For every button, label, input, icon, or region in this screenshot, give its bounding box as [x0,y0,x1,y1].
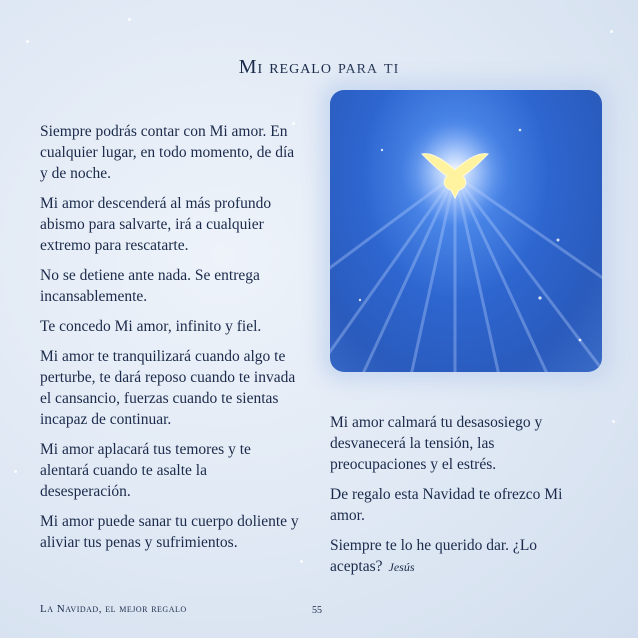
paragraph: Mi amor descenderá al más profundo abismo para salvarte, irá a cualquier extremo para rescatarte. [40,195,272,254]
paragraph: Mi amor aplacará tus temores y te alentará cuando te asalte la desesperación. [40,441,251,500]
paragraph: Mi amor puede sanar tu cuerpo doliente y aliviar tus penas y sufrimientos. [40,513,299,551]
paragraph-text: Siempre te lo he querido dar. ¿Lo aceptas? [330,537,538,575]
light-rays-graphic [330,90,602,372]
paragraph: De regalo esta Navidad te ofrezco Mi amor. [330,486,563,524]
page-number: 55 [312,605,322,616]
background-star [14,470,17,473]
signature: Jesús [388,560,415,574]
left-column [40,121,300,562]
page-title: Mi regalo para ti [238,56,400,78]
paragraph: Mi amor calmará tu desasosiego y desvanecerá la tensión, las preocupaciones y el estrés. [330,414,543,473]
background-star [26,40,29,43]
footer-book-title: La Navidad, el mejor regalo [40,603,187,615]
paragraph: No se detiene ante nada. Se entrega incansablemente. [40,267,260,305]
background-star [610,30,613,33]
background-star [300,560,303,563]
dove-illustration [330,90,602,372]
right-column [330,412,590,587]
background-star [612,420,615,423]
paragraph: Te concedo Mi amor, infinito y fiel. [40,318,262,335]
background-star [128,18,131,21]
closing-paragraph [330,535,590,578]
paragraph: Mi amor te tranquilizará cuando algo te perturbe, te dará reposo cuando te invada el cansancio, fuerzas cuando te sientas incapaz de continuar. [40,348,296,428]
paragraph: Siempre podrás contar con Mi amor. En cualquier lugar, en todo momento, de día y de noche. [40,123,295,182]
